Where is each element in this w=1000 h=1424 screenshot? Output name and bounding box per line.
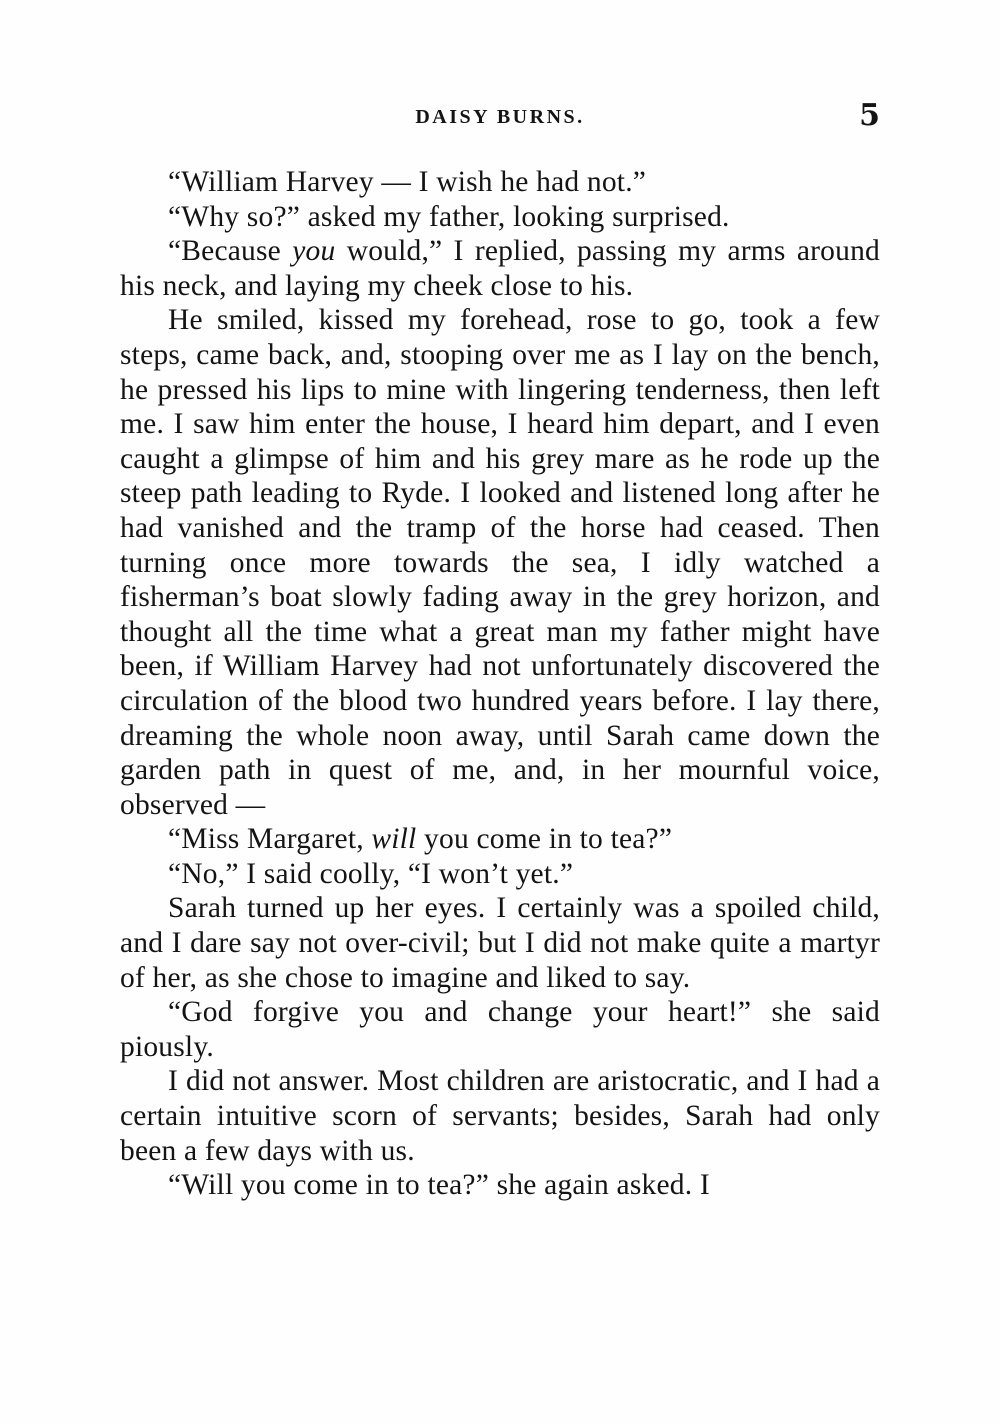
running-title: DAISY BURNS. [415,106,585,128]
paragraph-he-smiled [120,303,880,822]
paragraph-text: you come in to tea?” [416,823,673,856]
paragraph-text: “Miss Margaret, [168,823,372,856]
paragraph-text: I did not answer. Most children are aristocratic, and I had a certain intuitive scorn of servants; besides, Sarah had only been a few days with us. [120,1065,880,1167]
paragraph-will-you-come [120,1168,880,1203]
italic-emphasis: you [292,235,336,268]
paragraph-text: He smiled, kissed my forehead, rose to go, took a few steps, came back, and, stooping over me as I lay on the bench, he pressed his lips to mine with lingering tenderness, then left me. I saw him enter the house, I heard him depart, and I even caught a glimpse of him and his grey mare as he rode up the steep path leading to Ryde. I looked and listened long after he had vanished and the tramp of the horse had ceased. Then turning once more towards the sea, I idly watched a fisherman’s boat slowly fading away in the grey horizon, and thought all the time what a great man my father might have been, if William Harvey had not unfortunately discovered the circulation of the blood two hundred years before. I lay there, dreaming the whole noon away, until Sarah came down the garden path in quest of me, and, in her mournful voice, observed — [120,304,880,821]
italic-emphasis: will [371,823,417,856]
running-head [120,100,880,140]
paragraph-god-forgive [120,995,880,1064]
paragraph-because-you-would [120,234,880,303]
paragraph-sarah-turned [120,891,880,995]
paragraph-text: would,” I replied, passing my arms around his neck, and laying my cheek close to his. [120,235,880,302]
page-number: 5 [859,98,880,133]
paragraph-text: “God forgive you and change your heart!” she said piously. [120,996,880,1063]
body-text [120,165,880,1203]
paragraph-william-harvey [120,165,880,200]
paragraph-text: “Because [168,235,293,268]
paragraph-i-did-not-answer [120,1064,880,1168]
paragraph-text: Sarah turned up her eyes. I certainly was a spoiled child, and I dare say not over-civil; but I did not make quite a martyr of her, as she chose to imagine and liked to say. [120,892,880,994]
paragraph-text: “No,” I said coolly, “I won’t yet.” [168,857,574,890]
paragraph-text: “Will you come in to tea?” she again asked. I [168,1169,710,1202]
paragraph-miss-margaret [120,822,880,857]
paragraph-no-i-said [120,857,880,892]
paragraph-why-so [120,200,880,235]
paragraph-text: “Why so?” asked my father, looking surprised. [168,200,730,233]
paragraph-text: “William Harvey — I wish he had not.” [168,166,647,198]
